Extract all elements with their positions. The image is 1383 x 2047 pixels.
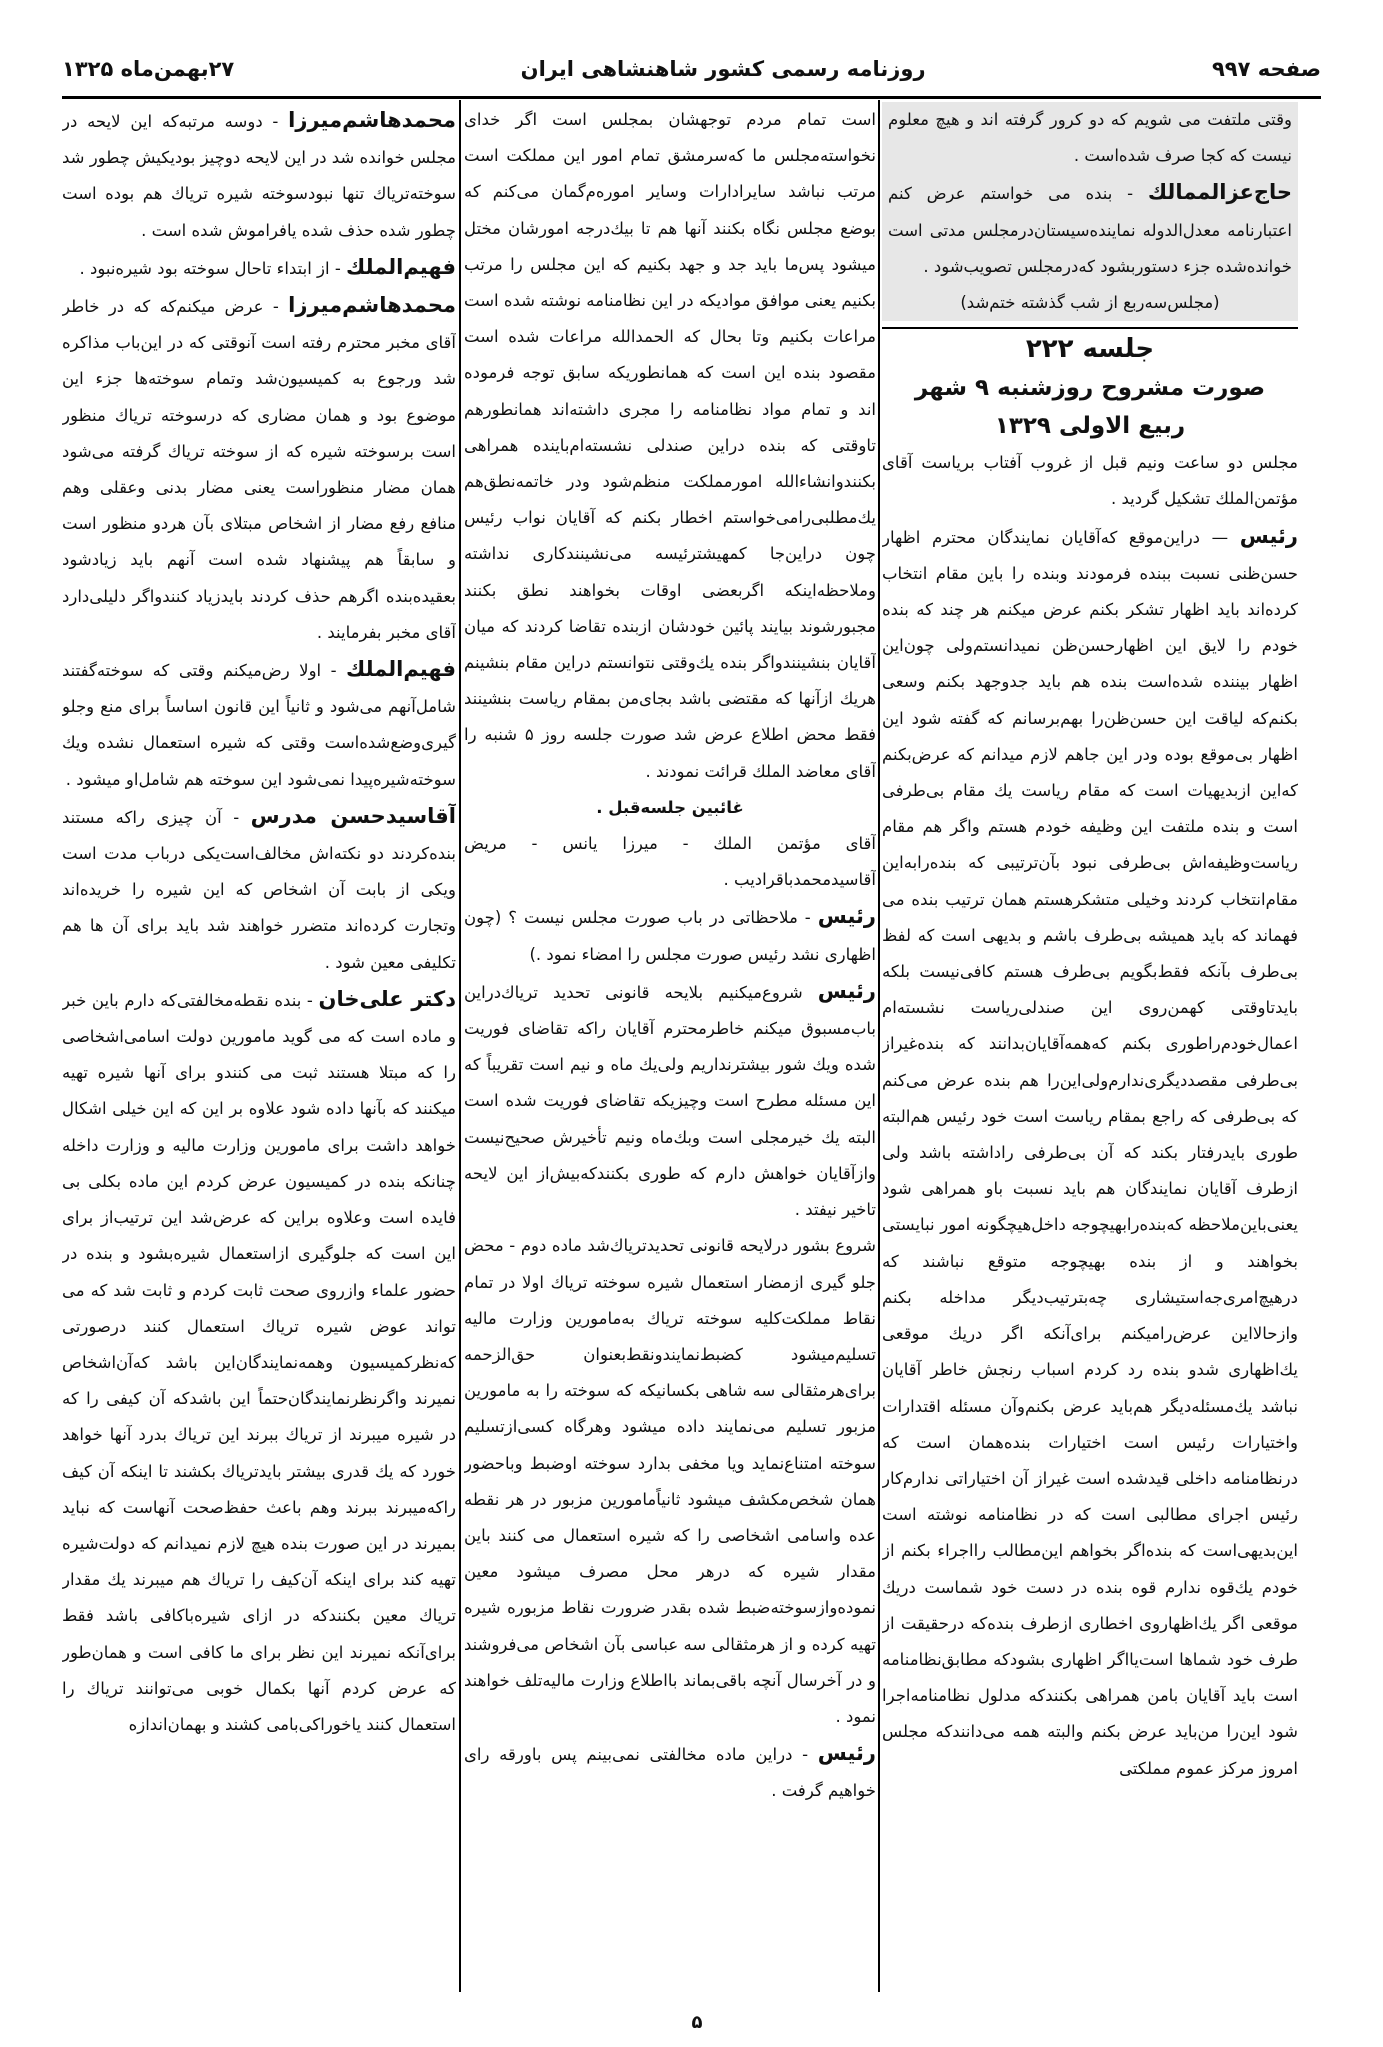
speech-text: - ملاحظاتی در باب صورت مجلس نیست ؟ (چون اظهاری نشد رئیس صورت مجلس را امضاء نمود .) [464,908,876,964]
speech-text: - بنده نقطه‌مخالفتی‌که دارم باین خبر و ماده است که می گوید مامورین دولت اسامی‌اشخاصی را که مبتلا هستند ثبت می کنندو برای آنها شیره تهیه میکنند که بآنها داده شود علاوه بر این که این خیلی اشکال خواهد داشت برای مامورین وزارت مالیه و وزارت داخله چنانکه بنده در کمیسیون عرض کردم این ماده بکلی بی فایده است وعلاوه براین که عرض‌شد این ترتیب‌از برای این است که جلوگیری ازاستعمال شیره‌بشود و بنده در حضور علماء وازروی صحت ثابت کردم و ثابت شد که می تواند عوض شیره تریاك استعمال کنند درصورتی که‌نظرکمیسیون وهمه‌نمایندگان‌این باشد که‌آن‌اشخاص نمیرند واگرنظرنمایندگان‌حتماً این باشدکه آن کیفی را که در شیره میبرند از تریاك ببرند این تریاك بدرد آنها خواهد خورد که یك قدری بیشتر بایدتریاك بکشند تا اینکه آن کیف راکه‌میبرند ببرند وهم باعث حفظ‌صحت آنهاست که نباید بمیرند در این صورت بنده هیچ لازم نمیدانم که دولت‌شیره تهیه کند برای اینکه آن‌کیف را تریاك هم میبرند یك مقدار تریاك معین بکنندکه در ازای شیره‌باکافی باشد فقط برای‌آنکه نمیرند این نظر برای ما کافی است و همان‌طور که عرض کردم آنها بکمال خوبی می‌توانند تریاك را استعمال کنند یاخوراکی‌بامی کشند و بهمان‌اندازه [62,990,456,1734]
speech [464,898,876,972]
column-right [882,102,1298,1992]
speaker-name: محمدهاشم‌میرزا [288,293,456,318]
column-left [62,102,456,1992]
speech-text: - اولا رض‌میکنم وقتی که سوخته‌گفتند شامل‌آنهم می‌شود و ثانیاً این قانون اساساً برای منع وجلو گیری‌وضع‌شده‌است وقتی که شیره استعمال نشده ویك سوخته‌شیره‌پیدا نمی‌شود این سوخته هم شامل‌او میشود . [62,661,456,789]
absentees-heading: غائبین جلسه‌قبل . [596,797,744,817]
speech-text: شروع‌میکنیم بلایحه قانونی تحدید تریاك‌دراین باب‌مسبوق میکنم خاطرمحترم آقایان راکه تقاضای فوریت شده ویك شور بیشترنداریم ولی‌یك ماه و نیم است تقریباً که این مسئله مطرح است وچیزیکه تقاضای فوریت شده است البته یك خیرمجلی است وبك‌ماه ونیم تأخیرش صحیح‌نیست وازآقایان خواهش دارم که طوری بکنند‌که‌بیش‌از این لایحه تاخیر نیفتد . [464,982,876,1220]
page-number-label: صفحه ۹۹۷ [1211,57,1321,81]
speaker-name: دکتر علی‌خان [318,986,456,1011]
speech-text: — دراین‌موقع که‌آقایان نمایندگان محترم اظهار حسن‌ظنی نسبت ببنده فرمودند وبنده را باین مقام انتخاب کرده‌اند باید اظهار تشکر بکنم عرض میکنم هر چند که بنده خودم را لایق این اظهارحسن‌ظن نمیدانستم‌ولی چون‌این اظهار بیننده شده‌است بنده هم باید جدوجهد بکنم وسعی بکنم‌که لیاقت این حسن‌ظن‌را بهم‌برسانم که گفته شود این اظهار بی‌موقع بوده ودر این جاهم لازم میدانم که عرض‌بکنم که‌این ازبدیهیات است که مقام ریاست یك مقام بی‌طرفی است و بنده ملتفت این وظیفه خودم هستم واگر هم مقام ریاست‌وظیفه‌اش بی‌طرفی نبود بآن‌ترتیبی که بنده‌رابه‌این مقام‌انتخاب کردند وخیلی متشکرهستم همان ترتیب بنده می فهماند که باید همیشه بی‌طرف باشم و بدیهی است که لفظ بی‌طرف بآنکه فقط‌بگویم بی‌طرف هستم کافی‌نیست بلکه باید‌تاوقتی کهمن‌روی این صندلی‌ریاست نشسته‌ام اعمال‌خودم‌راطوری بکنم که‌همه‌آقایان‌بدانند که بنده‌غیراز بی‌طرفی مقصددیگری‌ندارم‌ولی‌این‌را هم بنده عرض می‌کنم که بی‌طرفی که راجع بمقام ریاست است خود رئیس هم‌البته طوری بایدرفتار بکند که آن بی‌طرفی راداشته باشد ولی ازطرف آقایان نمایندگان هم باید نسبت باو همراهی شود یعنی‌باین‌ملاحظه که‌بنده‌رابهیچوجه داخل‌هیچگونه امور نبایستی بخواهند و از بنده بهیچوجه متوقع نباشند که درهیچ‌امری‌جه‌استیشاری چه‌بترتیب‌دیگر مداخله بکنم وازحالااین عرض‌رامیکنم برای‌آنکه اگر دریك موقعی یك‌اظهاری شدو بنده رد کردم اسباب رنجش خاطر آقایان نباشد یك‌مسئله‌دیگر هم‌باید عرض بکنم‌وآن مسئله اقتدارات واختیارات رئیس است اختیارات بنده‌همان است که درنظامنامه داخلی قیدشده است غیراز آن اختیاراتی ندارم‌کار رئیس اجرای مطالبی است که در نظامنامه نوشته است این‌بدیهی‌است که بنده‌اگر بخواهم این‌مطالب رااجراء بکنم از خودم یك‌قوه ندارم قوه بنده در دست خود شماست دریك موقعی اگر یك‌اظهاروی اخطاری ازطرف بنده‌که درحقیقت از طرف خود شماها است‌یااگر اظهاری بشودکه مطابق‌نظامنامه است باید آقایان بامن همراهی بکنندکه مدلول نظامنامه‌اجرا شود این‌را من‌باید عرض بکنم والبته همه می‌دانندکه مجلس امروز مرکز عموم مملکتی [882,527,1298,1778]
speech-text: - عرض میکنم‌که‌ که در خاطر آقای مخبر محترم رفته است آنوقتی که در این‌باب مذاکره شد ورجوع به کمیسیون‌شد وتمام سوخته‌ها جزء این موضوع بود و همان مضاری که درسوخته تریاك منظور است برسوخته شیره که از سوخته تریاك گرفته می‌شود همان مضار منظوراست یعنی مضار بدنی وعقلی وهم منافع رفع مضار از اشخاص مبتلای بآن هردو منظور است و سابقاً هم پیشنهاد شده است آنهم باید زیادشود بعقیده‌بنده اگرهم حذف کردند بایدزیاد کنندواگر دلیلی‌دارد آقای مخبر بفرمایند . [62,297,456,642]
paragraph: وقتی ملتفت می شویم که دو کرور گرفته اند و هیچ معلوم نیست که کجا صرف شده‌است . [888,110,1292,166]
speech [62,798,456,981]
footer-page-number: ۵ [691,2012,703,2033]
column-divider [459,100,461,1992]
speaker-name: رئیس [817,978,876,1003]
speech [464,1735,876,1809]
speaker-name: رئیس [817,1741,876,1766]
gazette-title: روزنامه رسمی کشور شاهنشاهی ایران [520,57,926,81]
speech-text: - آن چیزی راکه مستند بنده‌کردند دو نکته‌اش مخالف‌است‌یکی درباب مدت است ویکی از بابت آن اشخاص که این شیره را خریده‌اند وتجارت کرده‌اند متضرر خواهند شد باید برای آن ها هم تکلیفی معین شود . [62,807,456,972]
speaker-name: رئیس [1239,523,1298,548]
speech [464,973,876,1228]
speech [882,518,1298,1787]
speaker-name: رئیس [817,904,876,929]
column-middle [464,102,876,1992]
speech-text: - دراین ماده مخالفتی نمی‌بینم پس باورقه رای خواهیم گرفت . [464,1745,876,1801]
speech [888,174,1292,285]
speaker-name: آقاسیدحسن مدرس [250,803,456,828]
absentees-list: آقای مؤتمن الملك - میرزا یانس - مریض آقاسیدمحمدباقرادیب . [464,834,876,890]
speech-text: - بنده می خواستم عرض کنم اعتبارنامه معدل‌الدوله نماینده‌سیستان‌درمجلس مدتی است خوانده‌شده جزء دستوربشود که‌درمجلس تصویب‌شود . [888,184,1292,276]
paragraph: است تمام مردم توجهشان بمجلس است اگر خدای نخواسته‌مجلس ما که‌سرمشق تمام امور این مملکت است مرتب نباشد سایرادارات وسایر اموره‌م‌گمان می‌کنم که بوضع مجلس نگاه بکنند آنها هم تا بیك‌درجه امورشان مختل میشود پس‌ما باید جد و جهد بکنیم که این مجلس را مرتب بکنیم یعنی موافق موادیکه در این نظامنامه نوشته شده است مراعات بکنیم وتا بحال که الحمدالله مراعات شده است مقصود بنده این است که همانطوریکه سابق توجه فرموده اند و تمام مواد نظامنامه را مجری داشته‌اند همانطورهم تاوقتی که بنده دراین صندلی نشسته‌ام‌باینده همراهی بکنندوانشاءالله امورمملکت منظم‌شود ودر خاتمه‌نطق‌هم یك‌مطلبی‌رامی‌خواستم اخطار بکنم که آقایان نواب رئیس چون دراین‌جا کمهیشترئیسه می‌نشینندکاری نداشته وملاحظه‌اینکه اگربعضی اوقات بخواهند نطق بکنند مجبورشوند بیایند پائین خودشان ازبنده تقاضا کردند که میان آقایان بنشینندواگر بنده یك‌وقتی نتوانستم دراین مقام بنشینم هریك ازآنها که مقتضی باشد بجای‌من بمقام ریاست بنشینند فقط محض اطلاع عرض شد صورت جلسه روز ۵ شنبه را آقای معاضد الملك قرائت نمودند . [464,110,876,781]
session-title: جلسه ۲۲۲ [882,327,1298,369]
speech [62,981,456,1743]
header-rule [62,96,1321,99]
speech [62,102,456,249]
speaker-name: فهیم‌الملك [346,657,456,682]
column-divider [878,100,880,1992]
shaded-block [882,102,1298,321]
speaker-name: فهیم‌الملك [346,254,456,279]
speech-text: - از ابتداء تاحال سوخته بود شیره‌نبود . [79,258,341,278]
session-opening: مجلس دو ساعت ونیم قبل از غروب آفتاب بریاست آقای مؤتمن‌الملك تشکیل گردید . [882,453,1298,509]
page-header [62,46,1321,92]
speaker-name: حاج‌عزالممالك [1147,180,1293,205]
speech-text: - دوسه مرتبه‌که این لایحه در مجلس خوانده شد در این لایحه دوچیز بودیکیش چطور شد سوخته‌تریاك تنها نبودسوخته شیره تریاك هم بوده است چطور شده حذف شده یافراموش شده است . [62,112,456,240]
session-subtitle: صورت مشروح روزشنبه ۹ شهر [914,375,1266,402]
session-subtitle: ربیع الاولی ۱۳۲۹ [994,413,1186,440]
bill-article: شروع بشور درلایحه قانونی تحدیدتریاك‌شد ماده دوم - محض جلو گیری ازمضار استعمال شیره سوخته تریاك اولا در تمام نقاط مملکت‌کلیه سوخته تریاك به‌مامورین وزارت مالیه تسلیم‌میشود کضبط‌نمایندونقط‌بعنوان حق‌الزحمه برای‌هر‌مثقالی سه شاهی بکسانیکه که سوخته را به مامورین مزبور تسلیم می‌نمایند داده میشود وهرگاه کسی‌ازتسلیم سوخته امتناع‌نماید ویا مخفی بدارد سوخته اوضبط وباحضور همان شخص‌مکشف میشود ثانیاً‌مامورین مزبور در هر نقطه عده واسامی اشخاصی را که شیره استعمال می کنند باین مقدار شیره که درهر محل مصرف میشود معین نموده‌وازسوخته‌ضبط شده بقدر ضرورت نقاط مزبوره شیره تهیه کرده و از هرمثقالی سه عباسی بآن اشخاص می‌فروشند و در آخرسال آنچه باقی‌بماند بااطلاع وزارت مالیه‌تلف خواهند نمود . [464,1236,876,1726]
speech [62,287,456,651]
issue-date: ۲۷بهمن‌ماه ۱۳۲۵ [62,57,235,81]
speech [62,249,456,287]
session-closing-note: (مجلس‌سه‌ربع از شب گذشته ختم‌شد) [960,293,1220,313]
speaker-name: محمدهاشم‌میرزا [288,108,456,132]
speech [62,651,456,798]
